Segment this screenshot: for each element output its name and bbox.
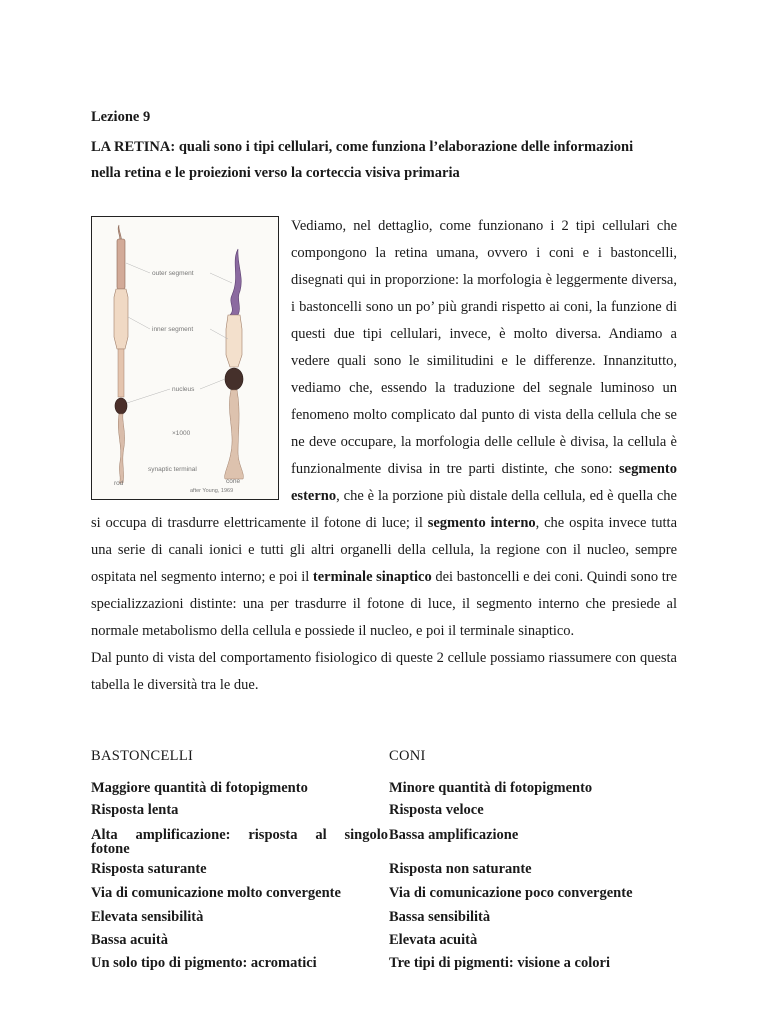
cell-rods: Via di comunicazione molto convergente bbox=[91, 885, 341, 901]
p1-text-1: Vediamo, nel dettaglio, come funzionano i 2 tipi cellulari che compongono la retina umana, ovvero i coni e i bastoncelli, disegnati qui in proporzione: la morfologia è leggermente diversa, i bastoncelli sono un po’ più grandi rispetto ai coni, la funzione di questi due tipi cellulari, invece, è molto diversa. Andiamo a vedere quali sono le similitudini e le differenze. Innanzitutto, vediamo che, essendo la traduzione del segnale luminoso un fenomeno molto complicato dal punto di vista della cellula che se ne deve occupare, la morfologia delle cellule è divisa, la cellula è funzionalmente divisa in tre parti distinte, che sono: bbox=[291, 218, 677, 477]
cell-rods: Risposta lenta bbox=[91, 802, 179, 818]
cell-cones: Minore quantità di fotopigmento bbox=[389, 780, 593, 796]
cell-rods: Un solo tipo di pigmento: acromatici bbox=[91, 955, 317, 971]
term-segmento-interno: segmento interno bbox=[427, 515, 536, 531]
label-outer-segment: outer segment bbox=[152, 270, 194, 277]
p1-text-3: , che ospita invece tutta una serie di canali ionici e tutti gli altri organelli della cellula, la regione con il nucleo, sempre ospitata nel segmento interno; e poi il bbox=[91, 515, 678, 585]
cone-axon bbox=[225, 390, 244, 479]
table-row bbox=[91, 861, 677, 885]
rod-axon-upper bbox=[118, 349, 124, 397]
label-nucleus: nucleus bbox=[172, 386, 195, 393]
cell-cones: Risposta veloce bbox=[389, 802, 484, 818]
cone-outer-segment bbox=[230, 249, 241, 315]
label-rod: rod bbox=[114, 480, 124, 487]
rod-inner-segment bbox=[114, 289, 128, 349]
table-row bbox=[91, 841, 677, 861]
paragraph-2: Dal punto di vista del comportamento fisiologico di queste 2 cellule possiamo riassumere con questa tabella le diversità tra le due. bbox=[91, 650, 677, 693]
figure-credit: after Young, 1969 bbox=[190, 488, 234, 494]
rod-axon-lower bbox=[118, 414, 124, 483]
cell-rods: Bassa acuità bbox=[91, 932, 168, 948]
rod-cone-illustration bbox=[92, 217, 278, 499]
term-segmento-esterno: segmento esterno bbox=[291, 461, 677, 504]
table-header bbox=[91, 748, 677, 772]
cell-cones: Bassa sensibilità bbox=[389, 909, 491, 925]
lesson-number: Lezione 9 bbox=[91, 109, 151, 125]
p1-text-2: , che è la porzione più distale della cellula, ed è quella che si occupa di trasdurre elettricamente il fotone di luce; il bbox=[91, 488, 677, 531]
table-row bbox=[91, 885, 677, 909]
table-row bbox=[91, 780, 677, 802]
label-inner-segment: inner segment bbox=[152, 326, 194, 333]
cell-rods: Elevata sensibilità bbox=[91, 909, 204, 925]
table-row bbox=[91, 909, 677, 932]
p1-text-4: dei bastoncelli e dei coni. Quindi sono tre specializzazioni distinte: una per trasdurre il fotone di luce, il segmento interno che presiede al normale metabolismo della cellula e possiede il nucleo, e poi il terminale sinaptico. bbox=[91, 569, 677, 639]
comparison-table bbox=[91, 748, 677, 977]
cell-cones: Bassa amplificazione bbox=[389, 827, 519, 843]
label-cone: cone bbox=[226, 478, 241, 485]
label-leader-lines bbox=[126, 263, 232, 403]
cell-rods: Maggiore quantità di fotopigmento bbox=[91, 780, 308, 796]
rod-outer-segment bbox=[117, 239, 125, 289]
title-line-2: nella retina e le proiezioni verso la corteccia visiva primaria bbox=[91, 165, 460, 181]
rod-cone-figure bbox=[91, 216, 279, 500]
term-terminale-sinaptico: terminale sinaptico bbox=[312, 569, 432, 585]
table-row bbox=[91, 932, 677, 955]
label-synaptic-terminal: synaptic terminal bbox=[148, 466, 197, 473]
cell-cones: Via di comunicazione poco convergente bbox=[389, 885, 633, 901]
label-magnification: ×1000 bbox=[172, 430, 191, 437]
table-row bbox=[91, 802, 677, 824]
rod-nucleus bbox=[115, 398, 127, 414]
cell-cones: Elevata acuità bbox=[389, 932, 478, 948]
header-coni: CONI bbox=[389, 748, 426, 764]
cell-cones: Risposta non saturante bbox=[389, 861, 532, 877]
cone-inner-segment bbox=[226, 315, 242, 367]
header-bastoncelli: BASTONCELLI bbox=[91, 748, 194, 764]
table-row bbox=[91, 955, 677, 977]
cell-rods: Risposta saturante bbox=[91, 861, 207, 877]
cell-rods: fotone bbox=[91, 841, 130, 857]
cell-rods: Alta amplificazione: risposta al singolo bbox=[91, 827, 388, 843]
lesson-title bbox=[91, 134, 677, 186]
table-row bbox=[91, 827, 677, 841]
title-line-1: LA RETINA: quali sono i tipi cellulari, come funziona l’elaborazione delle informazioni bbox=[91, 139, 634, 155]
cell-cones: Tre tipi di pigmenti: visione a colori bbox=[389, 955, 610, 971]
cone-nucleus bbox=[225, 368, 243, 390]
